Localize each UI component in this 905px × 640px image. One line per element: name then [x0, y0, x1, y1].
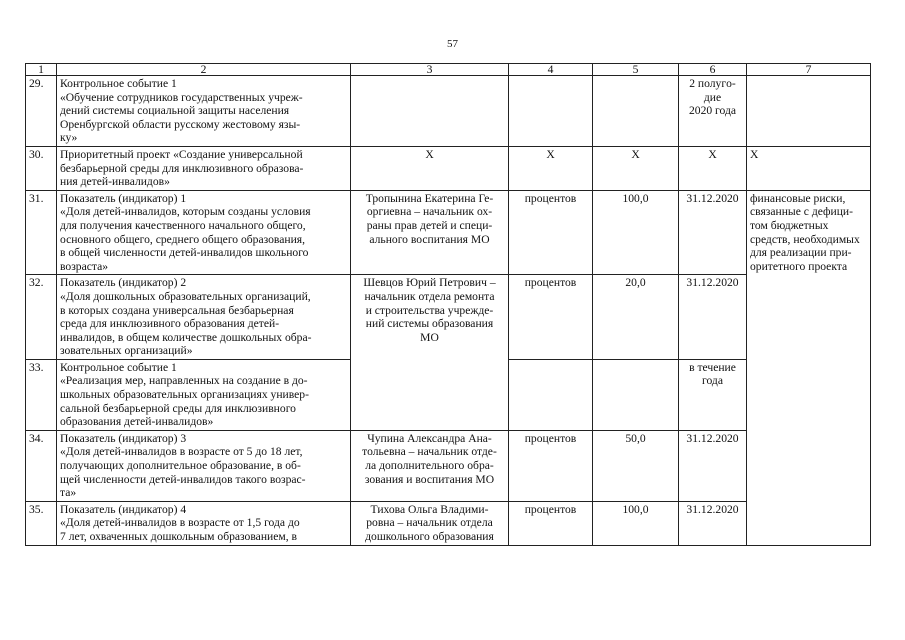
indicators-table	[25, 63, 871, 546]
unit-cell	[509, 359, 593, 430]
header-cell: 7	[747, 64, 871, 76]
unit-cell: процентов	[509, 190, 593, 275]
risk-cell	[747, 76, 871, 147]
table-row	[26, 275, 871, 360]
value-cell: 100,0	[593, 190, 679, 275]
responsible-cell: Тропынина Екатерина Ге- оргиевна – начальник ох- раны прав детей и специ- ального воспитания МО	[351, 190, 509, 275]
header-cell: 4	[509, 64, 593, 76]
responsible-cell: Тихова Ольга Владими- ровна – начальник отдела дошкольного образования	[351, 501, 509, 545]
table-row	[26, 76, 871, 147]
row-number: 32.	[26, 275, 57, 360]
deadline-cell: 2 полугo- дие 2020 года	[679, 76, 747, 147]
value-cell	[593, 76, 679, 147]
value-cell: 100,0	[593, 501, 679, 545]
row-number: 34.	[26, 430, 57, 501]
row-number: 31.	[26, 190, 57, 275]
value-cell: X	[593, 146, 679, 190]
row-number: 29.	[26, 76, 57, 147]
deadline-cell: в течение года	[679, 359, 747, 430]
header-cell: 2	[57, 64, 351, 76]
item-description: Приоритетный проект «Создание универсальной безбарьерной среды для инклюзивного образова- ния детей-инвалидов»	[57, 146, 351, 190]
deadline-cell: X	[679, 146, 747, 190]
deadline-cell: 31.12.2020	[679, 190, 747, 275]
deadline-cell: 31.12.2020	[679, 430, 747, 501]
responsible-cell	[351, 76, 509, 147]
table-row	[26, 190, 871, 275]
unit-cell: X	[509, 146, 593, 190]
row-number: 33.	[26, 359, 57, 430]
header-cell: 1	[26, 64, 57, 76]
deadline-cell: 31.12.2020	[679, 275, 747, 360]
header-cell: 6	[679, 64, 747, 76]
unit-cell: процентов	[509, 430, 593, 501]
item-description: Показатель (индикатор) 2 «Доля дошкольных образовательных организаций, в которых создана универсальная безбарьерная среда для инклюзивного образования детей- инвалидов, в общем количестве дошкольных обра- зовательных организаций»	[57, 275, 351, 360]
unit-cell: процентов	[509, 275, 593, 360]
responsible-cell: Шевцов Юрий Петрович – начальник отдела ремонта и строительства учрежде- ний системы образования МО	[351, 275, 509, 431]
risk-cell: финансовые риски, связанные с дефици- том бюджетных средств, необходимых для реализации при- оритетного проекта	[747, 190, 871, 545]
item-description: Контрольное событие 1 «Обучение сотрудников государственных учреж- дений системы социальной защиты населения Оренбургской области русскому жестовому язы- ку»	[57, 76, 351, 147]
unit-cell	[509, 76, 593, 147]
risk-cell: X	[747, 146, 871, 190]
item-description: Показатель (индикатор) 1 «Доля детей-инвалидов, которым созданы условия для получения качественного начального общего, основного общего, среднего общего образования, в общей численности детей-инвалидов школьного возраста»	[57, 190, 351, 275]
row-number: 35.	[26, 501, 57, 545]
item-description: Контрольное событие 1 «Реализация мер, направленных на создание в до- школьных образовательных организациях универ- сальной безбарьерной среды для инклюзивного образования детей-инвалидов»	[57, 359, 351, 430]
table-row	[26, 501, 871, 545]
value-cell: 50,0	[593, 430, 679, 501]
table-row	[26, 430, 871, 501]
unit-cell: процентов	[509, 501, 593, 545]
header-cell: 3	[351, 64, 509, 76]
page-number: 57	[447, 38, 458, 50]
value-cell: 20,0	[593, 275, 679, 360]
value-cell	[593, 359, 679, 430]
item-description: Показатель (индикатор) 4 «Доля детей-инвалидов в возрасте от 1,5 года до 7 лет, охваченных дошкольным образованием, в	[57, 501, 351, 545]
table-row	[26, 146, 871, 190]
responsible-cell: Чупина Александра Ана- тольевна – начальник отде- ла дополнительного обра- зования и воспитания МО	[351, 430, 509, 501]
item-description: Показатель (индикатор) 3 «Доля детей-инвалидов в возрасте от 5 до 18 лет, получающих дополнительное образование, в об- щей численности детей-инвалидов такого возрас- та»	[57, 430, 351, 501]
header-cell: 5	[593, 64, 679, 76]
deadline-cell: 31.12.2020	[679, 501, 747, 545]
header-row	[26, 64, 871, 76]
responsible-cell: X	[351, 146, 509, 190]
row-number: 30.	[26, 146, 57, 190]
